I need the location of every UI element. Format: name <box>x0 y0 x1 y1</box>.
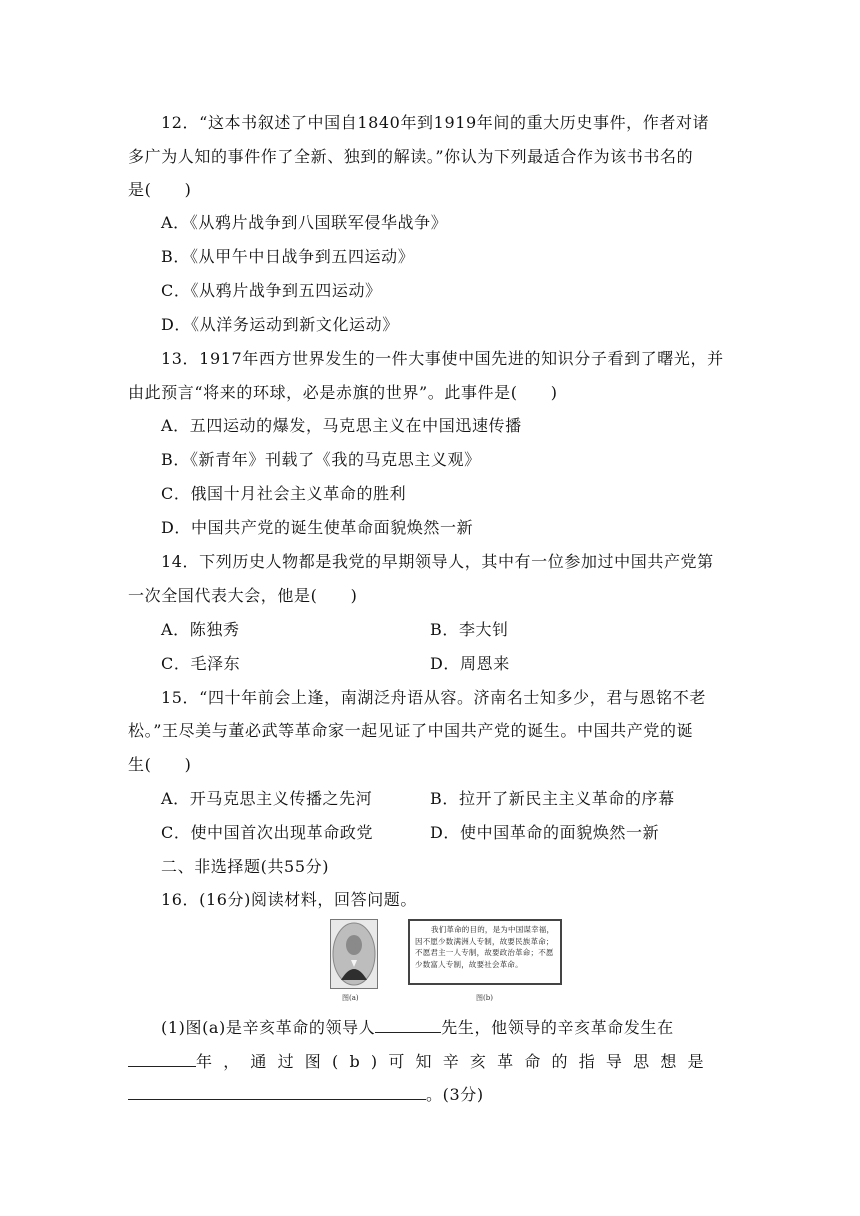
q16-sub1-line3 <box>128 1083 484 1105</box>
q16-sub1-text-a: (1)图(a)是辛亥革命的领导人 <box>161 1018 376 1037</box>
q16-sub1-line1 <box>161 1016 674 1038</box>
q14-option-a[interactable]: A．陈独秀 <box>161 620 240 639</box>
q12-stem-line1: 12．“这本书叙述了中国自1840年到1919年间的重大历史事件，作者对诸 <box>161 113 710 132</box>
figure-a-caption: 图(a) <box>342 994 359 1002</box>
q12-option-d[interactable]: D．《从洋务运动到新文化运动》 <box>161 315 399 334</box>
q13-option-d[interactable]: D．中国共产党的诞生使革命面貌焕然一新 <box>161 518 474 537</box>
q16-sub1-text-c: 年，通过图(b)可知辛亥革命的指导思想是 <box>196 1052 715 1071</box>
q16-figures <box>330 919 570 1007</box>
q14-option-c[interactable]: C．毛泽东 <box>161 654 241 673</box>
q14-option-b[interactable]: B．李大钊 <box>430 620 509 639</box>
answer-blank-year[interactable] <box>128 1050 196 1067</box>
q12-stem-line2: 多广为人知的事件作了全新、独到的解读。”你认为下列最适合作为该书书名的 <box>128 147 694 166</box>
q12-stem-line3: 是( ) <box>128 180 192 199</box>
portrait-photo <box>330 919 378 989</box>
q13-stem-line1: 13．1917年西方世界发生的一件大事使中国先进的知识分子看到了曙光，并 <box>161 349 724 368</box>
quote-box: 我们革命的目的，是为中国谋幸福，因不愿少数满洲人专制，故要民族革命；不愿君主一人专制，故要政治革命；不愿少数富人专制，故要社会革命。 <box>408 919 562 985</box>
q13-option-b[interactable]: B．《新青年》刊载了《我的马克思主义观》 <box>161 450 481 469</box>
figure-b-caption: 图(b) <box>476 994 493 1002</box>
q15-stem-line1: 15．“四十年前会上逢，南湖泛舟语从容。济南名士知多少，君与恩铭不老 <box>161 688 706 707</box>
q15-option-c[interactable]: C．使中国首次出现革命政党 <box>161 823 374 842</box>
q16-sub1-line2 <box>128 1050 734 1072</box>
q13-option-a[interactable]: A．五四运动的爆发，马克思主义在中国迅速传播 <box>161 416 522 435</box>
portrait-illustration <box>331 920 377 988</box>
q15-option-a[interactable]: A．开马克思主义传播之先河 <box>161 789 373 808</box>
q15-stem-line3: 生( ) <box>128 755 192 774</box>
q15-option-b[interactable]: B．拉开了新民主主义革命的序幕 <box>430 789 675 808</box>
q14-stem-line2: 一次全国代表大会，他是( ) <box>128 586 358 605</box>
q16-sub1-text-b: 先生，他领导的辛亥革命发生在 <box>441 1018 674 1037</box>
q12-option-b[interactable]: B．《从甲午中日战争到五四运动》 <box>161 247 415 266</box>
q12-option-a[interactable]: A．《从鸦片战争到八国联军侵华战争》 <box>161 213 448 232</box>
q12-option-c[interactable]: C．《从鸦片战争到五四运动》 <box>161 281 382 300</box>
q14-stem-line1: 14．下列历史人物都是我党的早期领导人，其中有一位参加过中国共产党第 <box>161 552 714 571</box>
q16-sub1-text-d: 。(3分) <box>426 1085 484 1104</box>
section-heading: 二、非选择题(共55分) <box>161 857 330 876</box>
q15-stem-line2: 松。”王尽美与董必武等革命家一起见证了中国共产党的诞生。中国共产党的诞 <box>128 721 694 740</box>
answer-blank-leader[interactable] <box>375 1016 441 1033</box>
q14-option-d[interactable]: D．周恩来 <box>430 654 510 673</box>
answer-blank-ideology[interactable] <box>128 1083 426 1100</box>
q13-option-c[interactable]: C．俄国十月社会主义革命的胜利 <box>161 484 407 503</box>
q13-stem-line2: 由此预言“将来的环球，必是赤旗的世界”。此事件是( ) <box>128 383 558 402</box>
q16-stem: 16．(16分)阅读材料，回答问题。 <box>161 890 418 909</box>
q15-option-d[interactable]: D．使中国革命的面貌焕然一新 <box>430 823 660 842</box>
